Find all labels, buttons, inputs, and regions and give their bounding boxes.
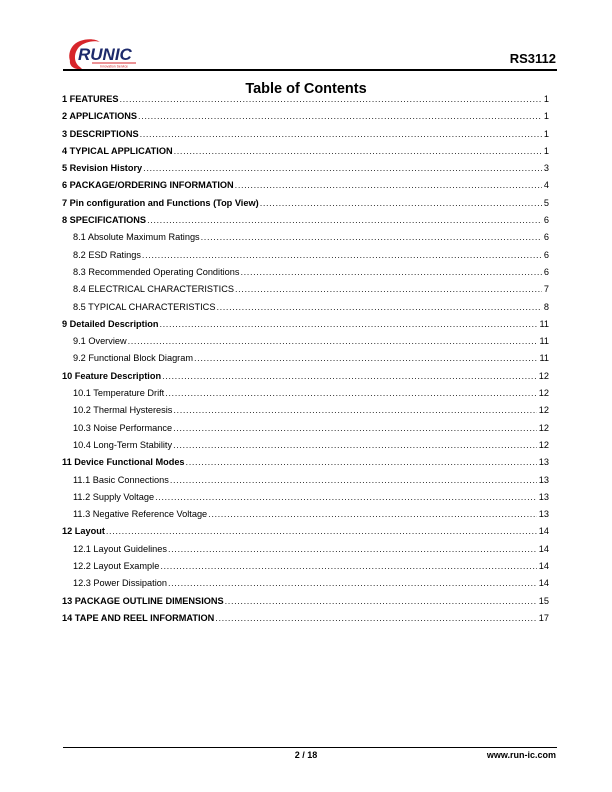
toc-entry-page: 13	[538, 491, 549, 502]
toc-entry-title: 10.3 Noise Performance	[73, 422, 173, 433]
toc-dot-leader	[260, 198, 542, 208]
toc-title: Table of Contents	[245, 81, 367, 97]
toc-dot-leader	[186, 457, 537, 467]
toc-dot-leader	[168, 578, 537, 588]
toc-entry-title: 11.3 Negative Reference Voltage	[73, 509, 208, 520]
toc-entry-title: 12.3 Power Dissipation	[73, 578, 167, 589]
toc-entry[interactable]	[62, 163, 549, 180]
toc-dot-leader	[120, 94, 542, 104]
toc-entry[interactable]	[62, 596, 549, 613]
toc-entry-title: 12 Layout	[62, 526, 105, 537]
toc-entry-title: 2 APPLICATIONS	[62, 111, 138, 122]
toc-entry-title: 6 PACKAGE/ORDERING INFORMATION	[62, 180, 234, 191]
toc-entry[interactable]	[62, 267, 549, 284]
toc-entry-title: 11.2 Supply Voltage	[73, 491, 155, 502]
toc-entry-title: 13 PACKAGE OUTLINE DIMENSIONS	[62, 595, 224, 606]
toc-entry-page: 7	[543, 284, 549, 295]
toc-entry-page: 11	[539, 318, 549, 329]
toc-dot-leader	[168, 544, 537, 554]
toc-entry[interactable]	[62, 129, 549, 146]
toc-dot-leader	[160, 319, 538, 329]
toc-dot-leader	[173, 440, 537, 450]
toc-entry[interactable]	[62, 405, 549, 422]
toc-entry-title: 11 Device Functional Modes	[62, 457, 185, 468]
toc-entry[interactable]	[62, 319, 549, 336]
toc-entry-page: 1	[543, 145, 549, 156]
toc-entry[interactable]	[62, 250, 549, 267]
toc-entry[interactable]	[62, 492, 549, 509]
toc-entry-title: 10.2 Thermal Hysteresis	[73, 405, 173, 416]
toc-entry-page: 14	[538, 526, 549, 537]
toc-entry[interactable]	[62, 526, 549, 543]
toc-entry-page: 11	[539, 336, 549, 347]
toc-entry-page: 14	[538, 578, 549, 589]
toc-entry-page: 1	[543, 94, 549, 104]
toc-entry-page: 12	[538, 405, 549, 416]
toc-entry-page: 13	[538, 474, 549, 485]
table-of-contents	[62, 94, 549, 630]
toc-dot-leader	[174, 146, 542, 156]
toc-entry-page: 6	[543, 249, 549, 260]
toc-dot-leader	[155, 492, 537, 502]
toc-entry[interactable]	[62, 284, 549, 301]
toc-entry-page: 12	[538, 370, 549, 381]
toc-entry[interactable]	[62, 336, 549, 353]
toc-entry[interactable]	[62, 613, 549, 630]
toc-entry-title: 10 Feature Description	[62, 370, 162, 381]
toc-entry[interactable]	[62, 423, 549, 440]
toc-entry-page: 13	[538, 457, 549, 468]
toc-entry-title: 5 Revision History	[62, 163, 143, 174]
toc-entry-page: 17	[538, 612, 549, 623]
toc-entry[interactable]	[62, 509, 549, 526]
toc-entry-page: 12	[538, 388, 549, 399]
toc-dot-leader	[173, 423, 537, 433]
toc-entry-title: 10.1 Temperature Drift	[73, 388, 165, 399]
toc-entry[interactable]	[62, 198, 549, 215]
toc-dot-leader	[201, 232, 542, 242]
toc-entry[interactable]	[62, 94, 549, 111]
toc-entry-page: 4	[543, 180, 549, 191]
footer-divider	[63, 747, 557, 748]
toc-dot-leader	[140, 129, 542, 139]
toc-entry-title: 8.1 Absolute Maximum Ratings	[73, 232, 200, 243]
toc-dot-leader	[162, 371, 537, 381]
toc-dot-leader	[235, 180, 542, 190]
toc-dot-leader	[173, 405, 536, 415]
toc-entry-page: 3	[543, 163, 549, 174]
toc-dot-leader	[194, 353, 537, 363]
toc-entry-page: 6	[543, 215, 549, 226]
toc-entry-title: 8.3 Recommended Operating Conditions	[73, 266, 240, 277]
website-link[interactable]: www.run-ic.com	[486, 750, 556, 760]
toc-entry-page: 6	[543, 232, 549, 243]
document-id: RS3112	[509, 51, 556, 66]
toc-entry-title: 8.5 TYPICAL CHARACTERISTICS	[73, 301, 216, 312]
toc-entry-title: 4 TYPICAL APPLICATION	[62, 145, 173, 156]
toc-entry[interactable]	[62, 440, 549, 457]
toc-entry[interactable]	[62, 180, 549, 197]
toc-entry-title: 12.1 Layout Guidelines	[73, 543, 167, 554]
toc-entry-page: 8	[543, 301, 549, 312]
toc-dot-leader	[165, 388, 537, 398]
toc-dot-leader	[225, 596, 537, 606]
toc-entry-page: 1	[543, 128, 549, 139]
toc-entry[interactable]	[62, 457, 549, 474]
toc-entry-title: 9.2 Functional Block Diagram	[73, 353, 194, 364]
toc-entry-page: 15	[538, 595, 549, 606]
toc-dot-leader	[216, 302, 541, 312]
logo-wordmark: RUNIC	[78, 45, 132, 64]
toc-entry-page: 14	[538, 543, 549, 554]
toc-entry[interactable]	[62, 353, 549, 370]
page-number: 2 / 18	[294, 750, 318, 760]
toc-dot-leader	[106, 526, 537, 536]
toc-dot-leader	[128, 336, 538, 346]
toc-entry-title: 11.1 Basic Connections	[73, 474, 169, 485]
toc-dot-leader	[208, 509, 537, 519]
toc-dot-leader	[241, 267, 542, 277]
toc-entry-title: 8.4 ELECTRICAL CHARACTERISTICS	[73, 284, 234, 295]
toc-dot-leader	[170, 475, 537, 485]
toc-entry-page: 1	[543, 111, 549, 122]
toc-entry-title: 14 TAPE AND REEL INFORMATION	[62, 612, 215, 623]
toc-entry-page: 14	[538, 561, 549, 572]
toc-dot-leader	[215, 613, 536, 623]
toc-entry-page: 11	[539, 353, 549, 364]
toc-entry-title: 9.1 Overview	[73, 336, 127, 347]
toc-entry-page: 5	[543, 197, 549, 208]
toc-dot-leader	[143, 163, 542, 173]
toc-entry[interactable]	[62, 388, 549, 405]
toc-entry-page: 12	[538, 422, 549, 433]
toc-entry-title: 7 Pin configuration and Functions (Top View)	[62, 197, 259, 208]
toc-entry-title: 9 Detailed Description	[62, 318, 159, 329]
toc-entry[interactable]	[62, 111, 549, 128]
toc-entry-title: 12.2 Layout Example	[73, 561, 160, 572]
toc-entry-title: 1 FEATURES	[62, 94, 119, 104]
toc-dot-leader	[142, 250, 542, 260]
toc-entry[interactable]	[62, 578, 549, 595]
runic-logo	[64, 36, 144, 72]
toc-entry-title: 8 SPECIFICATIONS	[62, 215, 147, 226]
toc-entry-page: 13	[538, 509, 549, 520]
toc-dot-leader	[138, 111, 542, 121]
toc-entry[interactable]	[62, 146, 549, 163]
toc-entry-page: 12	[538, 439, 549, 450]
toc-entry[interactable]	[62, 561, 549, 578]
toc-entry-title: 3 DESCRIPTIONS	[62, 128, 139, 139]
toc-entry[interactable]	[62, 302, 549, 319]
toc-dot-leader	[160, 561, 536, 571]
toc-entry[interactable]	[62, 215, 549, 232]
toc-entry-title: 8.2 ESD Ratings	[73, 249, 141, 260]
header-divider	[63, 69, 557, 71]
toc-entry-page: 6	[543, 266, 549, 277]
toc-dot-leader	[147, 215, 542, 225]
toc-entry[interactable]	[62, 371, 549, 388]
logo-tagline: Innovation Service	[100, 64, 128, 69]
toc-dot-leader	[235, 284, 542, 294]
toc-entry[interactable]	[62, 232, 549, 249]
toc-entry[interactable]	[62, 544, 549, 561]
toc-entry-title: 10.4 Long-Term Stability	[73, 439, 173, 450]
toc-entry[interactable]	[62, 475, 549, 492]
